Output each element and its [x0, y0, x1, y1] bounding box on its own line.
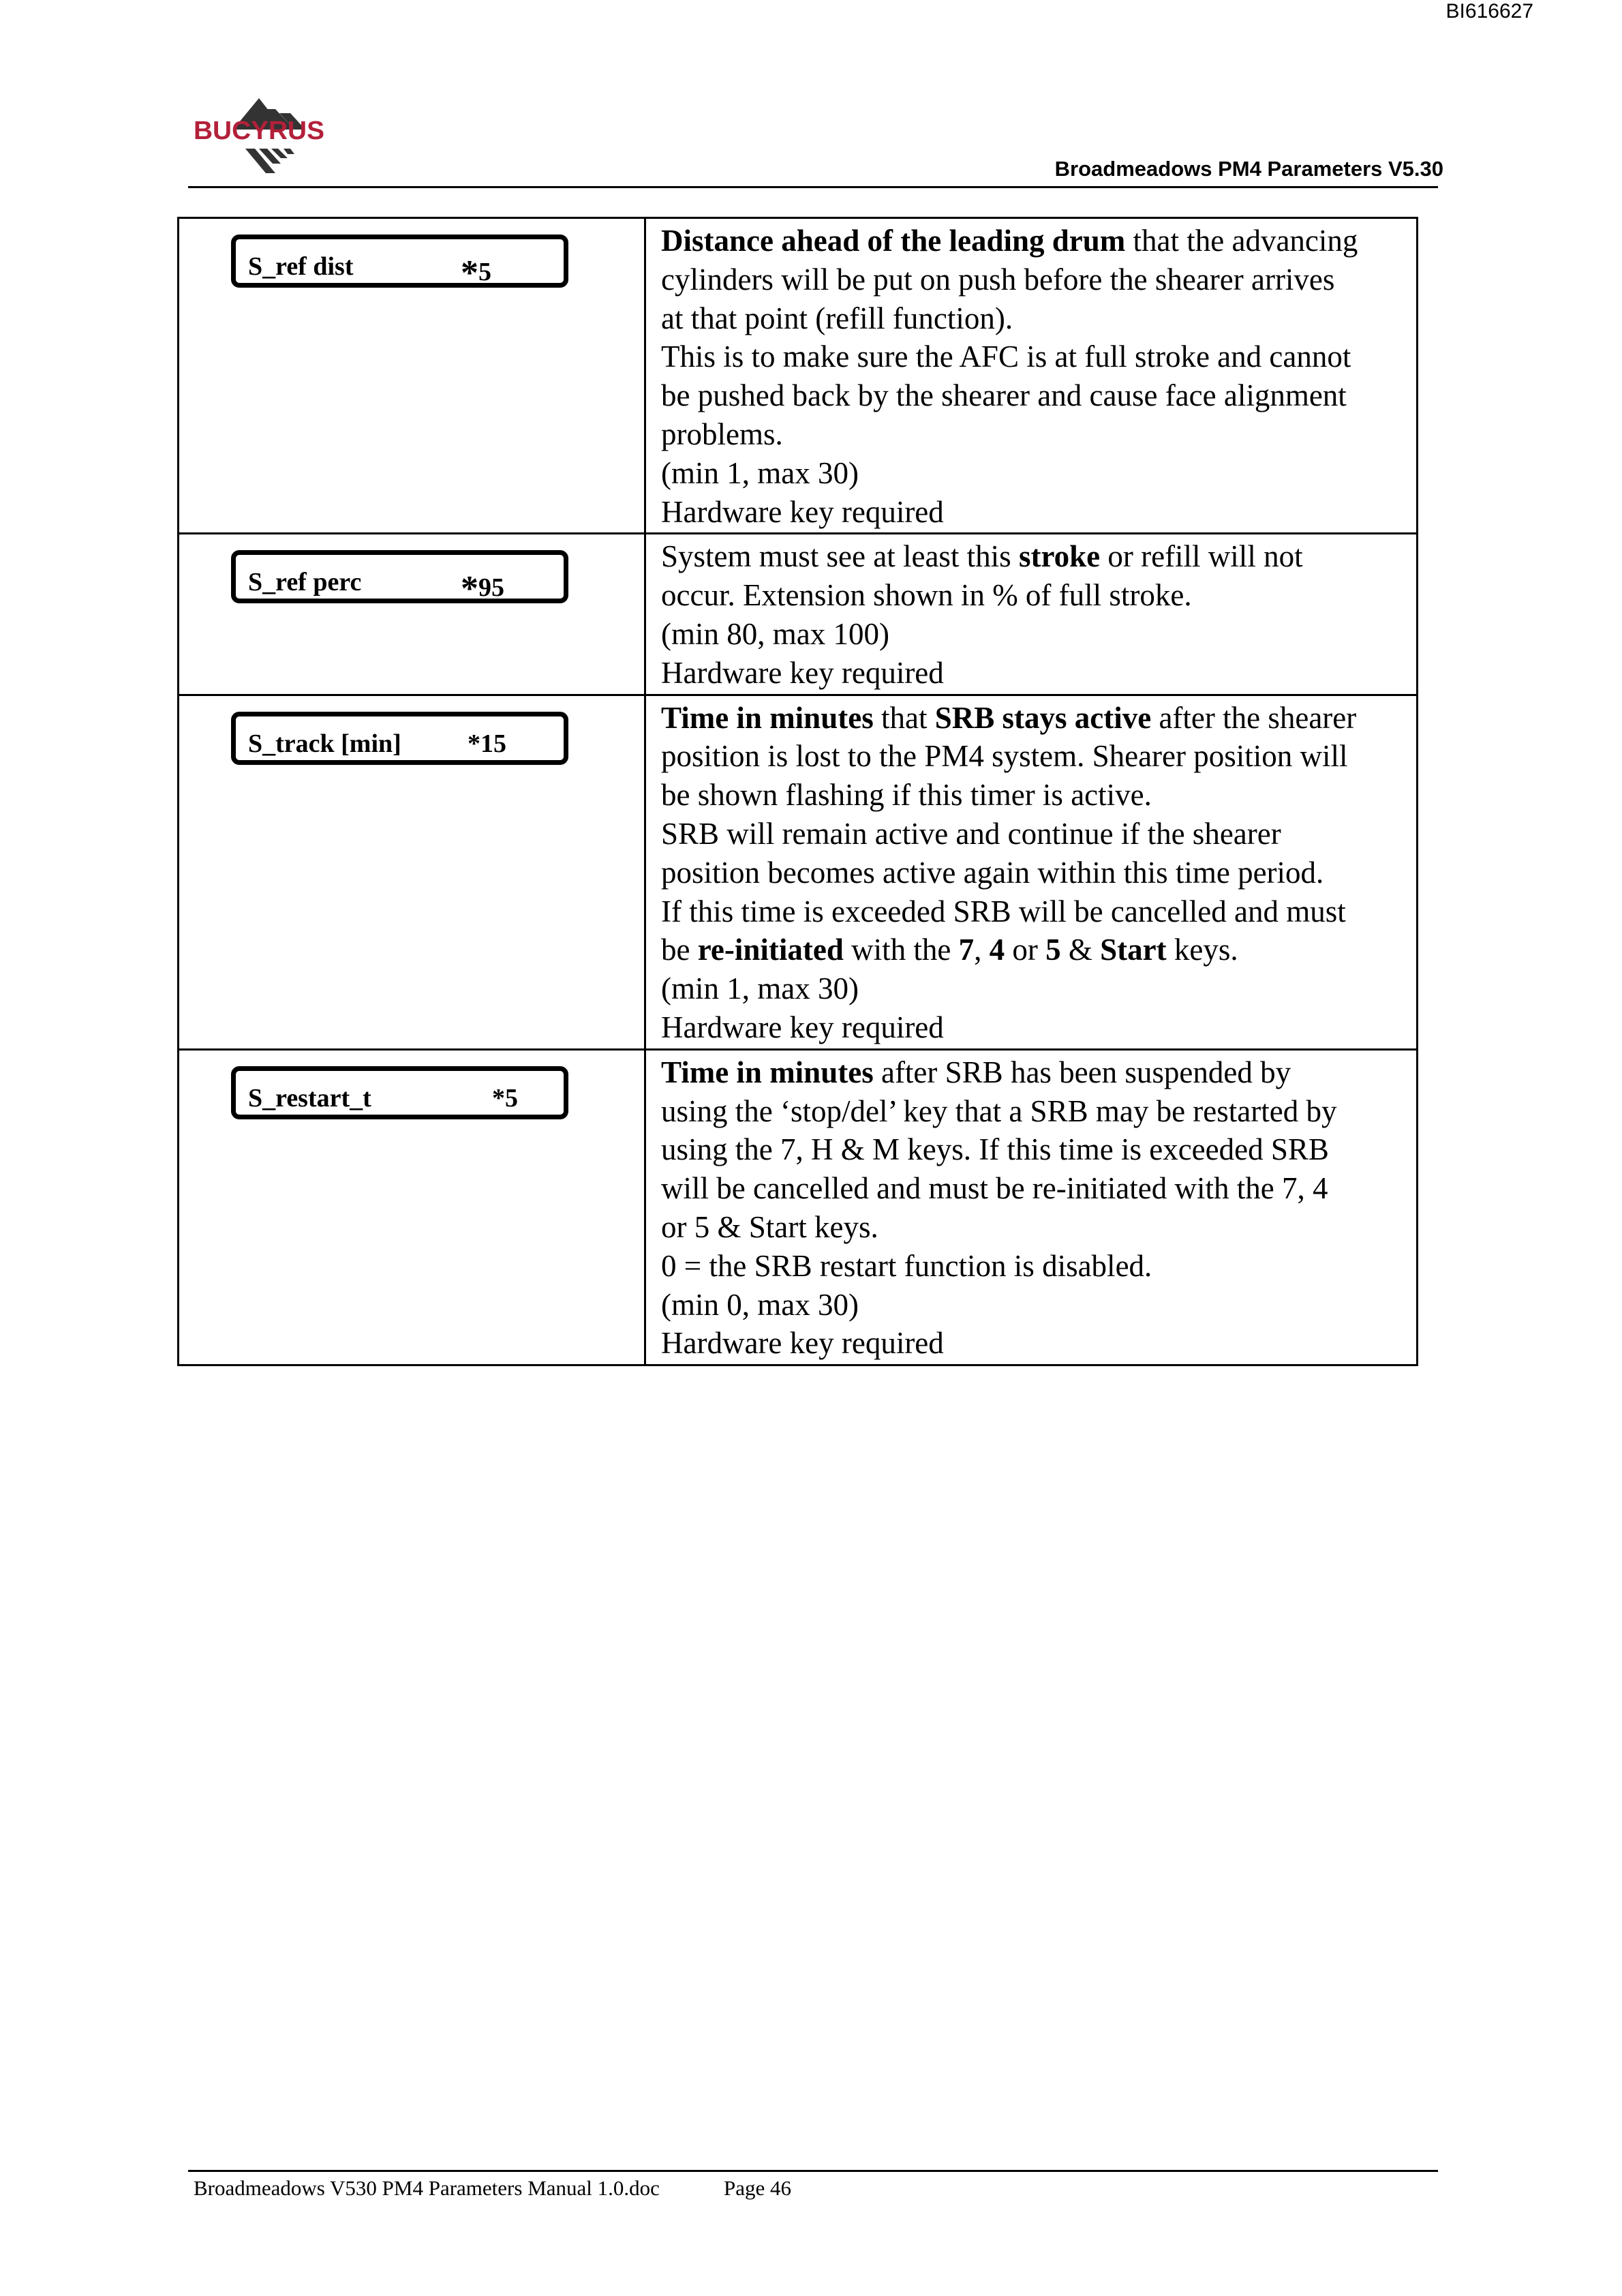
param-name: S_restart_t — [248, 1083, 371, 1113]
param-description — [645, 1049, 1418, 1365]
description-bold-run: Time in minutes — [661, 700, 874, 735]
description-bold-run: re-initiated — [697, 933, 844, 967]
description-run: problems. — [661, 417, 783, 451]
header-divider — [188, 186, 1438, 188]
bucyrus-logo — [191, 94, 327, 184]
description-run: Hardware key required — [661, 1326, 944, 1361]
description-line — [661, 1008, 1404, 1047]
param-description — [645, 695, 1418, 1049]
description-run: after SRB has been suspended by — [873, 1055, 1291, 1089]
param-box-s-ref-dist — [231, 235, 568, 292]
param-default-value: *5 — [492, 1083, 518, 1113]
description-run: using the ‘stop/del’ key that a SRB may be restarted by — [661, 1093, 1337, 1128]
description-run: occur. Extension shown in % of full stroke. — [661, 578, 1192, 613]
description-run: be — [661, 933, 698, 967]
description-line — [661, 299, 1404, 338]
description-run: or refill will not — [1100, 539, 1303, 574]
param-name: S_ref perc — [248, 568, 362, 597]
description-run: (min 80, max 100) — [661, 616, 889, 651]
param-default-value: *95 — [461, 569, 504, 609]
description-line — [661, 376, 1404, 415]
param-name: S_ref dist — [248, 252, 354, 281]
description-run: or — [1005, 933, 1046, 967]
description-line — [661, 493, 1404, 532]
description-run: keys. — [1166, 933, 1238, 967]
description-run: (min 1, max 30) — [661, 455, 859, 490]
parameters-table — [177, 217, 1418, 1366]
description-line — [661, 1286, 1404, 1325]
description-run: (min 0, max 30) — [661, 1287, 859, 1322]
param-box-s-ref-perc — [231, 550, 568, 609]
description-bold-run: 4 — [989, 933, 1005, 967]
description-line — [661, 537, 1404, 576]
description-run: that the advancing — [1125, 224, 1358, 258]
param-row-s-track — [179, 695, 1418, 1049]
param-description — [645, 218, 1418, 534]
description-line — [661, 1208, 1404, 1247]
description-run: using the 7, H & M keys. If this time is exceeded SRB — [661, 1132, 1329, 1167]
description-run: Hardware key required — [661, 494, 944, 529]
param-box-s-track — [231, 712, 568, 765]
header-title: Broadmeadows PM4 Parameters V5.30 — [1054, 157, 1443, 181]
description-line — [661, 931, 1404, 969]
description-run: at that point (refill function). — [661, 301, 1013, 335]
description-line — [661, 222, 1404, 260]
footer-page-number: Page 46 — [724, 2176, 792, 2200]
description-line — [661, 699, 1404, 738]
param-description — [645, 534, 1418, 695]
description-run: be shown flashing if this timer is active. — [661, 778, 1152, 813]
description-bold-run: 5 — [1045, 933, 1061, 967]
description-line — [661, 454, 1404, 493]
description-run: or 5 & Start keys. — [661, 1209, 878, 1244]
logo-wordmark: BUCYRUS — [194, 117, 324, 145]
description-run: cylinders will be put on push before the shearer arrives — [661, 262, 1335, 297]
description-run: Hardware key required — [661, 655, 944, 690]
description-run: Hardware key required — [661, 1010, 944, 1044]
param-name: S_track [min] — [248, 729, 401, 758]
description-line — [661, 337, 1404, 376]
description-line — [661, 1324, 1404, 1363]
param-row-s-restart-t — [179, 1049, 1418, 1365]
document-id: BI616627 — [1445, 0, 1533, 22]
description-run: 0 = the SRB restart function is disabled. — [661, 1248, 1152, 1283]
description-line — [661, 815, 1404, 854]
description-run: position is lost to the PM4 system. Shearer position will — [661, 739, 1348, 774]
description-line — [661, 576, 1404, 615]
description-run: will be cancelled and must be re-initiated with the 7, 4 — [661, 1171, 1328, 1206]
description-bold-run: Start — [1100, 933, 1167, 967]
param-row-s-ref-dist — [179, 218, 1418, 534]
param-default-value: *5 — [461, 254, 491, 292]
description-line — [661, 1053, 1404, 1092]
description-line — [661, 415, 1404, 454]
description-bold-run: 7 — [958, 933, 975, 967]
description-line — [661, 1130, 1404, 1169]
description-line — [661, 1169, 1404, 1208]
footer-document-name: Broadmeadows V530 PM4 Parameters Manual 1.0.doc — [194, 2176, 660, 2200]
description-run: that — [873, 700, 935, 735]
description-bold-run: Distance ahead of the leading drum — [661, 224, 1126, 258]
description-line — [661, 776, 1404, 815]
description-line — [661, 1247, 1404, 1286]
description-run: with the — [843, 933, 959, 967]
description-run: System must see at least this — [661, 539, 1019, 574]
description-bold-run: Time in minutes — [661, 1055, 874, 1089]
param-box-s-restart-t — [231, 1066, 568, 1119]
description-line — [661, 615, 1404, 654]
description-run: SRB will remain active and continue if the shearer — [661, 816, 1281, 851]
description-line — [661, 737, 1404, 776]
description-run: , — [974, 933, 990, 967]
description-line — [661, 969, 1404, 1008]
param-default-value: *15 — [468, 729, 506, 758]
description-run: after the shearer — [1151, 700, 1357, 735]
description-run: (min 1, max 30) — [661, 971, 859, 1006]
description-line — [661, 854, 1404, 892]
description-bold-run: stroke — [1018, 539, 1101, 574]
footer-divider — [188, 2170, 1438, 2172]
description-bold-run: SRB stays active — [934, 700, 1152, 735]
description-line — [661, 892, 1404, 931]
description-line — [661, 654, 1404, 693]
description-run: & — [1060, 933, 1101, 967]
description-line — [661, 260, 1404, 299]
description-run: position becomes active again within this time period. — [661, 855, 1324, 890]
description-line — [661, 1092, 1404, 1131]
description-run: This is to make sure the AFC is at full stroke and cannot — [661, 339, 1351, 374]
param-row-s-ref-perc — [179, 534, 1418, 695]
description-run: be pushed back by the shearer and cause face alignment — [661, 378, 1347, 413]
description-run: If this time is exceeded SRB will be cancelled and must — [661, 894, 1346, 928]
